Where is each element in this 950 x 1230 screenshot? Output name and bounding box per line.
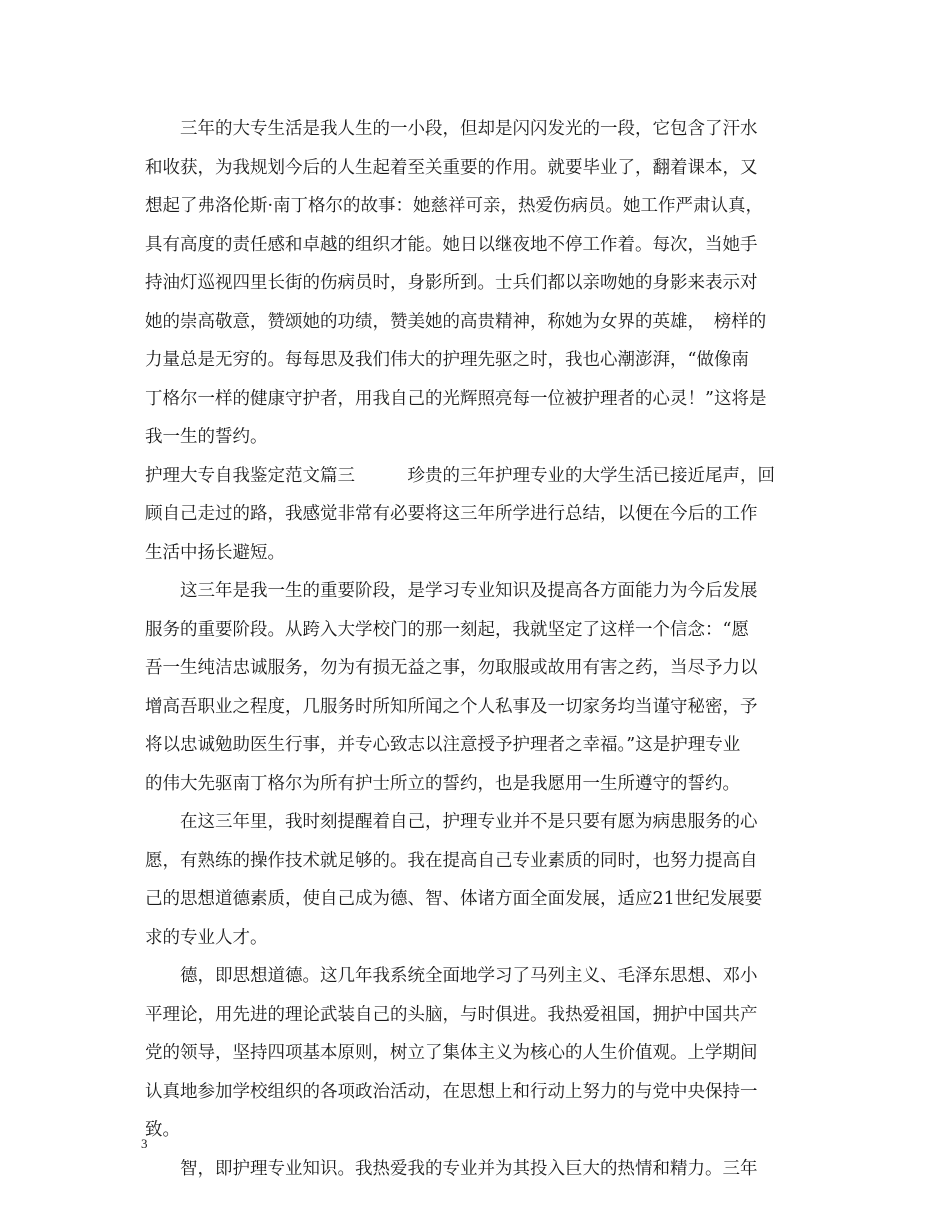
text-line: 丁格尔一样的健康守护者，用我自己的光辉照亮每一位被护理者的心灵！”这将是 <box>145 388 767 409</box>
text-line: 吾一生纯洁忠诚服务，勿为有损无益之事，勿取服或故用有害之药，当尽予力以 <box>145 658 758 678</box>
text-line: 增高吾职业之程度，几服务时所知所闻之个人私事及一切家务均当谨守秘密，予 <box>145 696 758 717</box>
text-line: 认真地参加学校组织的各项政治活动，在思想上和行动上努力的与党中央保持一 <box>145 1081 758 1102</box>
text-line: 具有高度的责任感和卓越的组织才能。她日以继夜地不停工作着。每次，当她手 <box>145 234 758 255</box>
text-line: 在这三年里，我时刻提醒着自己，护理专业并不是只要有愿为病患服务的心 <box>145 812 758 832</box>
text-line: 德，即思想道德。这几年我系统全面地学习了马列主义、毛泽东思想、邓小 <box>145 966 758 986</box>
text-line: 这三年是我一生的重要阶段，是学习专业知识及提高各方面能力为今后发展 <box>145 581 758 601</box>
text-line: 致。 <box>145 1120 180 1140</box>
text-line: 持油灯巡视四里长街的伤病员时，身影所到。士兵们都以亲吻她的身影来表示对 <box>145 273 758 293</box>
text-line: 求的专业人才。 <box>145 927 268 948</box>
text-line: 服务的重要阶段。从跨入大学校门的那一刻起，我就坚定了这样一个信念：“愿 <box>145 619 749 640</box>
page-number: 3 <box>141 1136 148 1151</box>
text-line: 我一生的誓约。 <box>145 427 268 447</box>
text-line: 生活中扬长避短。 <box>145 542 285 563</box>
text-line: 三年的大专生活是我人生的一小段，但却是闪闪发光的一段，它包含了汗水 <box>145 119 758 139</box>
text-line: 智，即护理专业知识。我热爱我的专业并为其投入巨大的热情和精力。三年 <box>145 1158 758 1179</box>
text-line: 和收获，为我规划今后的人生起着至关重要的作用。就要毕业了，翻着课本，又 <box>145 157 758 178</box>
text-line: 想起了弗洛伦斯·南丁格尔的故事：她慈祥可亲，热爱伤病员。她工作严肃认真， <box>145 196 764 216</box>
text-line: 愿，有熟练的操作技术就足够的。我在提高自己专业素质的同时，也努力提高自 <box>145 850 758 871</box>
text-line: 平理论，用先进的理论武装自己的头脑，与时俱进。我热爱祖国，拥护中国共产 <box>145 1004 758 1025</box>
text-line: 的伟大先驱南丁格尔为所有护士所立的誓约，也是我愿用一生所遵守的誓约。 <box>145 773 740 794</box>
text-line: 顾自己走过的路，我感觉非常有必要将这三年所学进行总结，以便在今后的工作 <box>145 504 758 524</box>
text-line: 力量总是无穷的。每每思及我们伟大的护理先驱之时，我也心潮澎湃，“做像南 <box>145 350 749 370</box>
text-line: 她的崇高敬意，赞颂她的功绩，赞美她的高贵精神，称她为女界的英雄， 榜样的 <box>145 311 767 332</box>
text-line: 己的思想道德素质，使自己成为德、智、体诸方面全面发展，适应21世纪发展要 <box>145 889 763 909</box>
text-line: 将以忠诚勉助医生行事，并专心致志以注意授予护理者之幸福。”这是护理专业 <box>145 735 741 755</box>
section-heading-line: 护理大专自我鉴定范文篇三 珍贵的三年护理专业的大学生活已接近尾声，回 <box>145 465 775 486</box>
body-text <box>145 110 825 1188</box>
text-line: 党的领导，坚持四项基本原则，树立了集体主义为核心的人生价值观。上学期间 <box>145 1043 758 1063</box>
